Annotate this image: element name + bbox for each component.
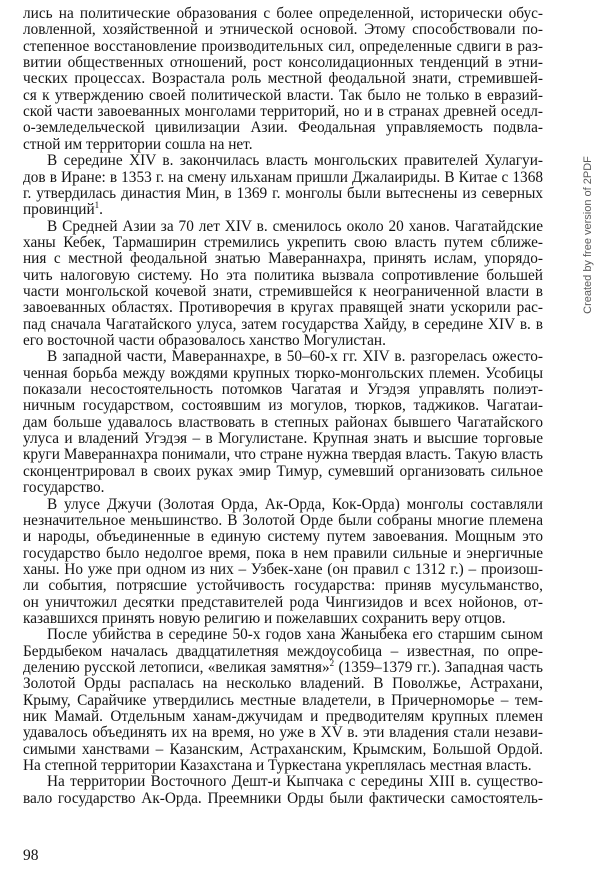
- text-line: [23, 512, 543, 530]
- text-line: [23, 54, 543, 72]
- line-text: завоеванных областях. Противоречия в кругах правящей знати ускорили рас-: [23, 299, 543, 317]
- line-text: ли события, потрясшие устойчивость государства: приняв мусульманство,: [23, 577, 543, 595]
- line-text: В середине XIV в. закончилась власть монгольских правителей Хулагуи-: [47, 152, 543, 170]
- line-text: провинций: [23, 201, 95, 219]
- text-line: [23, 70, 543, 88]
- text-line: [23, 610, 543, 628]
- text-line: [23, 757, 543, 775]
- footnote-marker[interactable]: 2: [329, 658, 335, 668]
- line-text: он уничтожил десятки представителей рода Чингизидов и всех нойонов, от-: [23, 593, 543, 611]
- text-line: [23, 283, 543, 301]
- line-text: ческих процессах. Возрастала роль местной феодальной знати, стремившей-: [23, 70, 543, 88]
- text-line: [23, 381, 543, 399]
- text-line: [23, 708, 543, 726]
- line-text: его восточной части образовалось ханство Могулистан.: [23, 332, 386, 349]
- line-text: г. утвердилась династия Мин, в 1369 г. монголы были вытеснены из северных: [23, 184, 543, 202]
- text-line: [23, 332, 543, 350]
- text-line: [23, 675, 543, 693]
- text-line: [23, 545, 543, 563]
- line-text: дов в Иране: в 1353 г. на смену ильханам пришли Джалаириды. В Китае с 1368: [23, 168, 543, 186]
- text-line: [23, 201, 543, 219]
- text-line: [23, 136, 543, 154]
- line-text: степенное восстановление производительных сил, определенные сдвиги в раз-: [23, 37, 543, 55]
- text-line: [23, 594, 543, 612]
- text-line: [23, 316, 543, 334]
- line-text: удавалось объединять их на время, но уже в XV в. эти владения стали незави-: [23, 724, 543, 742]
- text-line: [23, 21, 543, 39]
- line-text: Крыму, Сарайчике утвердились местные владетели, в Причерноморье – тем-: [23, 691, 543, 709]
- text-line: [23, 169, 543, 187]
- text-line: [23, 430, 543, 448]
- line-text: делению русской летописи, «великая замятня»: [23, 659, 330, 676]
- text-line: [23, 479, 543, 497]
- line-text: части монгольской кочевой знати, стремившейся к неограниченной власти в: [23, 282, 543, 300]
- line-text: На территории Восточного Дешт-и Кыпчака с середины XIII в. существо-: [47, 773, 543, 791]
- line-text: улуса и владений Угэдэя – в Могулистане. Крупная знать и высшие торговые: [23, 430, 543, 448]
- line-text: показали несостоятельность потомков Чагатая и Угэдэя управлять полиэт-: [23, 381, 543, 399]
- line-text: ханы. Но уже при одном из них – Узбек-хане (он правил с 1312 г.) – произош-: [23, 560, 543, 578]
- line-text: Бердыбеком началась двадцатилетняя междоусобица – известная, по опре-: [23, 642, 543, 660]
- line-text: государство.: [23, 479, 105, 497]
- page-number: 98: [23, 847, 39, 864]
- line-text: ской части завоеванных монголами территорий, но и в странах древней оседл-: [23, 103, 543, 121]
- line-text: ханы Кебек, Тармаширин стремились укрепить свою власть путем сближе-: [23, 233, 543, 251]
- text-line: [23, 234, 543, 252]
- text-line: [23, 87, 543, 105]
- text-line: [23, 724, 543, 742]
- line-text: незначительное меньшинство. В Золотой Орде были собраны многие племена: [23, 511, 543, 529]
- text-line: [23, 692, 543, 710]
- text-line: [47, 152, 543, 170]
- text-line: [23, 267, 543, 285]
- line-text: ся к утверждению своей политической власти. Так было не только в евразий-: [23, 86, 543, 104]
- line-text: казавшихся принять новую религию и пожелавших сохранить веру отцов.: [23, 609, 506, 627]
- text-line: [47, 348, 543, 366]
- text-line: [23, 119, 543, 137]
- line-text: симыми ханствами – Казанским, Астраханским, Крымским, Большой Ордой.: [23, 740, 543, 758]
- line-text: стной им территории сошла на нет.: [23, 135, 253, 153]
- line-text: В улусе Джучи (Золотая Орда, Ак-Орда, Кок-Орда) монголы составляли: [47, 495, 543, 513]
- line-text: ник Мамай. Отдельным ханам-джучидам и предводителям крупных племен: [23, 708, 543, 726]
- line-text: После убийства в середине 50-х годов хана Жаныбека его старшим сыном: [47, 626, 543, 644]
- text-line: [23, 643, 543, 661]
- line-text: На степной территории Казахстана и Туркестана укреплялась местная власть.: [23, 757, 532, 775]
- text-line: [47, 626, 543, 644]
- line-text: круги Мавераннахра понимали, что стране нужна твердая власть. Такую власть: [23, 446, 543, 464]
- text-line: [23, 299, 543, 317]
- text-line: [23, 790, 543, 808]
- line-text: государство было недолгое время, пока в нем правили сильные и энергичные: [23, 544, 543, 562]
- line-text-tail: .: [99, 201, 103, 219]
- text-line: [23, 528, 543, 546]
- text-line: [47, 218, 543, 236]
- line-text: о-земледельческой цивилизации Азии. Феодальная управляемость подвла-: [23, 119, 543, 137]
- text-line: [23, 103, 543, 121]
- line-text: ния с местной феодальной знатью Мавераннахра, принять ислам, упорядо-: [23, 250, 543, 268]
- line-text: В западной части, Мавераннахре, в 50–60-х гг. XIV в. разгорелась ожесто-: [47, 348, 543, 366]
- text-line: [47, 773, 543, 791]
- line-text: В Средней Азии за 70 лет XIV в. сменилось около 20 ханов. Чагатайдские: [47, 217, 543, 235]
- footnote-marker[interactable]: 1: [94, 200, 100, 211]
- line-text: пад сначала Чагатайского улуса, затем государства Хайду, в середине XIV в. в: [23, 315, 543, 333]
- text-line: [23, 577, 543, 595]
- line-text: витии общественных отношений, рост консолидационных тенденций в этни-: [23, 54, 543, 72]
- text-line: [23, 397, 543, 415]
- line-text: Золотой Орды распалась на несколько владений. В Поволжье, Астрахани,: [23, 675, 543, 693]
- line-text: сконцентрировал в своих руках эмир Тимур, сумевший организовать сильное: [23, 462, 543, 480]
- text-line: [23, 5, 543, 23]
- text-line: [47, 496, 543, 514]
- line-text-tail: (1359–1379 гг.). Западная часть: [334, 659, 543, 676]
- line-text: дам больше удавалось властвовать в степных районах бывшего Чагатайского: [23, 413, 543, 431]
- text-line: [23, 659, 543, 677]
- watermark: Created by free version of 2PDF: [582, 156, 594, 314]
- text-line: [23, 561, 543, 579]
- text-line: [23, 38, 543, 56]
- text-line: [23, 250, 543, 268]
- line-text: и народы, объединенные в единую систему путем завоевания. Мощным это: [23, 528, 543, 546]
- text-line: [23, 446, 543, 464]
- line-text: ченная борьба между вождями крупных тюрко-монгольских племен. Усобицы: [23, 364, 543, 382]
- text-line: [23, 463, 543, 481]
- text-line: [23, 365, 543, 383]
- text-line: [23, 414, 543, 432]
- line-text: лись на политические образования с более определенной, исторически обус-: [23, 5, 543, 22]
- line-text: ничным государством, состоявшим из могулов, тюрков, таджиков. Чагатаи-: [23, 397, 543, 415]
- line-text: вало государство Ак-Орда. Преемники Орды были фактически самостоятель-: [23, 789, 543, 807]
- text-line: [23, 741, 543, 759]
- line-text: чить налоговую систему. Но эта политика вызвала сопротивление большей: [23, 266, 543, 284]
- line-text: ловленной, хозяйственной и этнической основой. Этому способствовали по-: [23, 21, 543, 39]
